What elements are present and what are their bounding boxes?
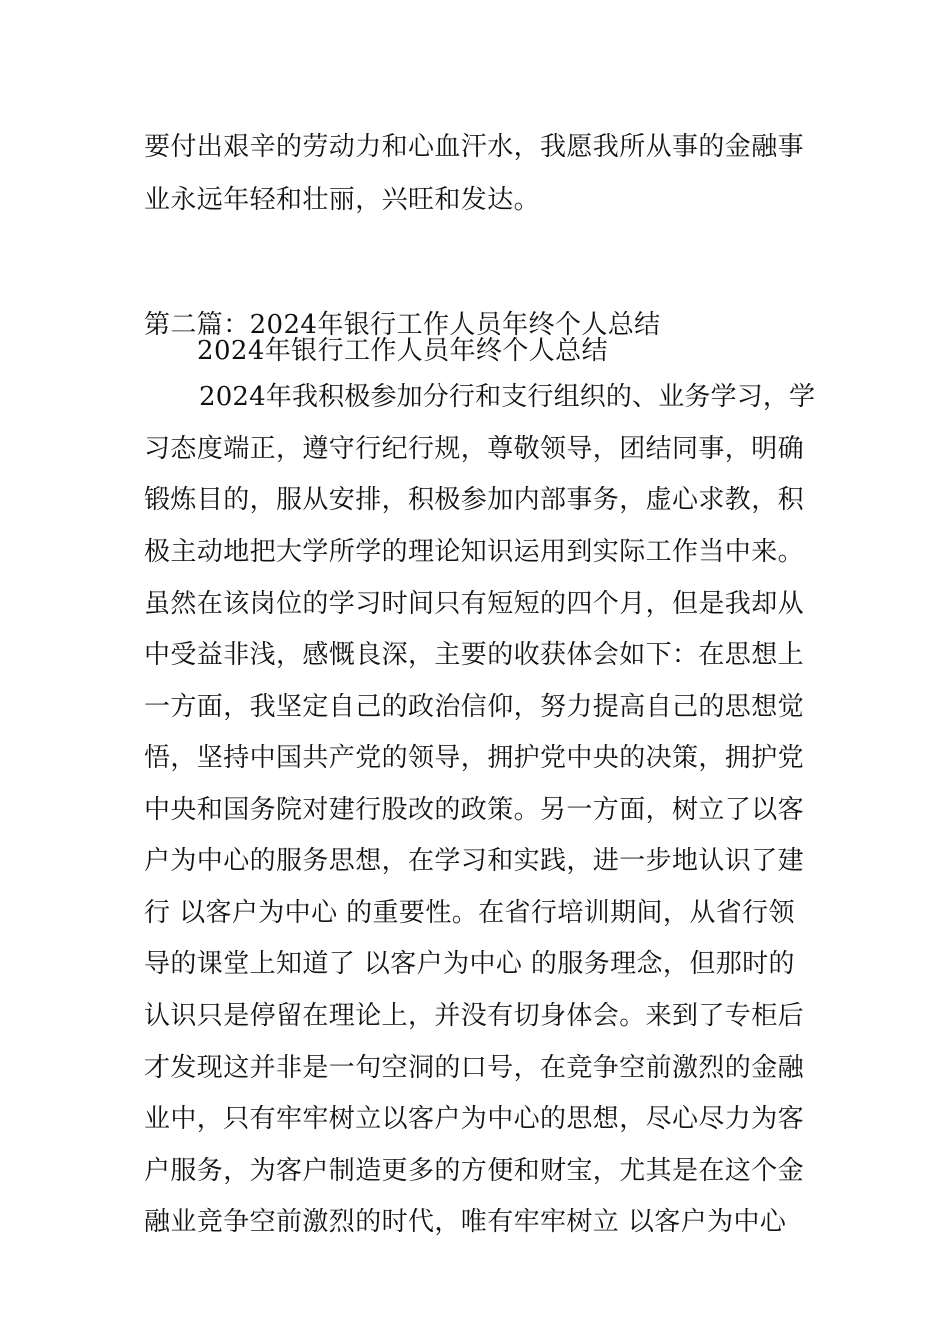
paragraph-line: 悟，坚持中国共产党的领导，拥护党中央的决策，拥护党 bbox=[144, 743, 805, 773]
paragraph-line: 要付出艰辛的劳动力和心血汗水，我愿我所从事的金融事 bbox=[144, 132, 805, 162]
paragraph-line: 融业竞争空前激烈的时代，唯有牢牢树立 以客户为中心 bbox=[144, 1207, 787, 1237]
paragraph-line: 极主动地把大学所学的理论知识运用到实际工作当中来。 bbox=[144, 537, 805, 567]
paragraph-line: 认识只是停留在理论上，并没有切身体会。来到了专柜后 bbox=[144, 1001, 805, 1031]
paragraph-line: 业中，只有牢牢树立以客户为中心的思想，尽心尽力为客 bbox=[144, 1104, 805, 1134]
paragraph-line: 才发现这并非是一句空洞的口号，在竞争空前激烈的金融 bbox=[144, 1053, 805, 1083]
paragraph-line: 中央和国务院对建行股改的政策。另一方面，树立了以客 bbox=[144, 795, 805, 825]
section-heading: 第二篇：2024年银行工作人员年终个人总结 bbox=[144, 310, 661, 340]
paragraph-line: 户为中心的服务思想，在学习和实践，进一步地认识了建 bbox=[144, 846, 805, 876]
paragraph-line: 一方面，我坚定自己的政治信仰，努力提高自己的思想觉 bbox=[144, 692, 805, 722]
paragraph-line: 2024年我积极参加分行和支行组织的、业务学习，学 bbox=[199, 382, 816, 412]
paragraph-line: 业永远年轻和壮丽，兴旺和发达。 bbox=[144, 185, 541, 215]
paragraph-line: 户服务，为客户制造更多的方便和财宝，尤其是在这个金 bbox=[144, 1156, 805, 1186]
paragraph-line: 行 以客户为中心 的重要性。在省行培训期间，从省行领 bbox=[144, 898, 795, 928]
paragraph-line: 锻炼目的，服从安排，积极参加内部事务，虚心求教，积 bbox=[144, 485, 805, 515]
paragraph-line: 中受益非浅，感慨良深，主要的收获体会如下：在思想上 bbox=[144, 640, 805, 670]
paragraph-line: 虽然在该岗位的学习时间只有短短的四个月，但是我却从 bbox=[144, 589, 805, 619]
section-title: 2024年银行工作人员年终个人总结 bbox=[197, 336, 608, 366]
paragraph-line: 习态度端正，遵守行纪行规，尊敬领导，团结同事，明确 bbox=[144, 434, 805, 464]
paragraph-line: 导的课堂上知道了 以客户为中心 的服务理念，但那时的 bbox=[144, 949, 795, 979]
